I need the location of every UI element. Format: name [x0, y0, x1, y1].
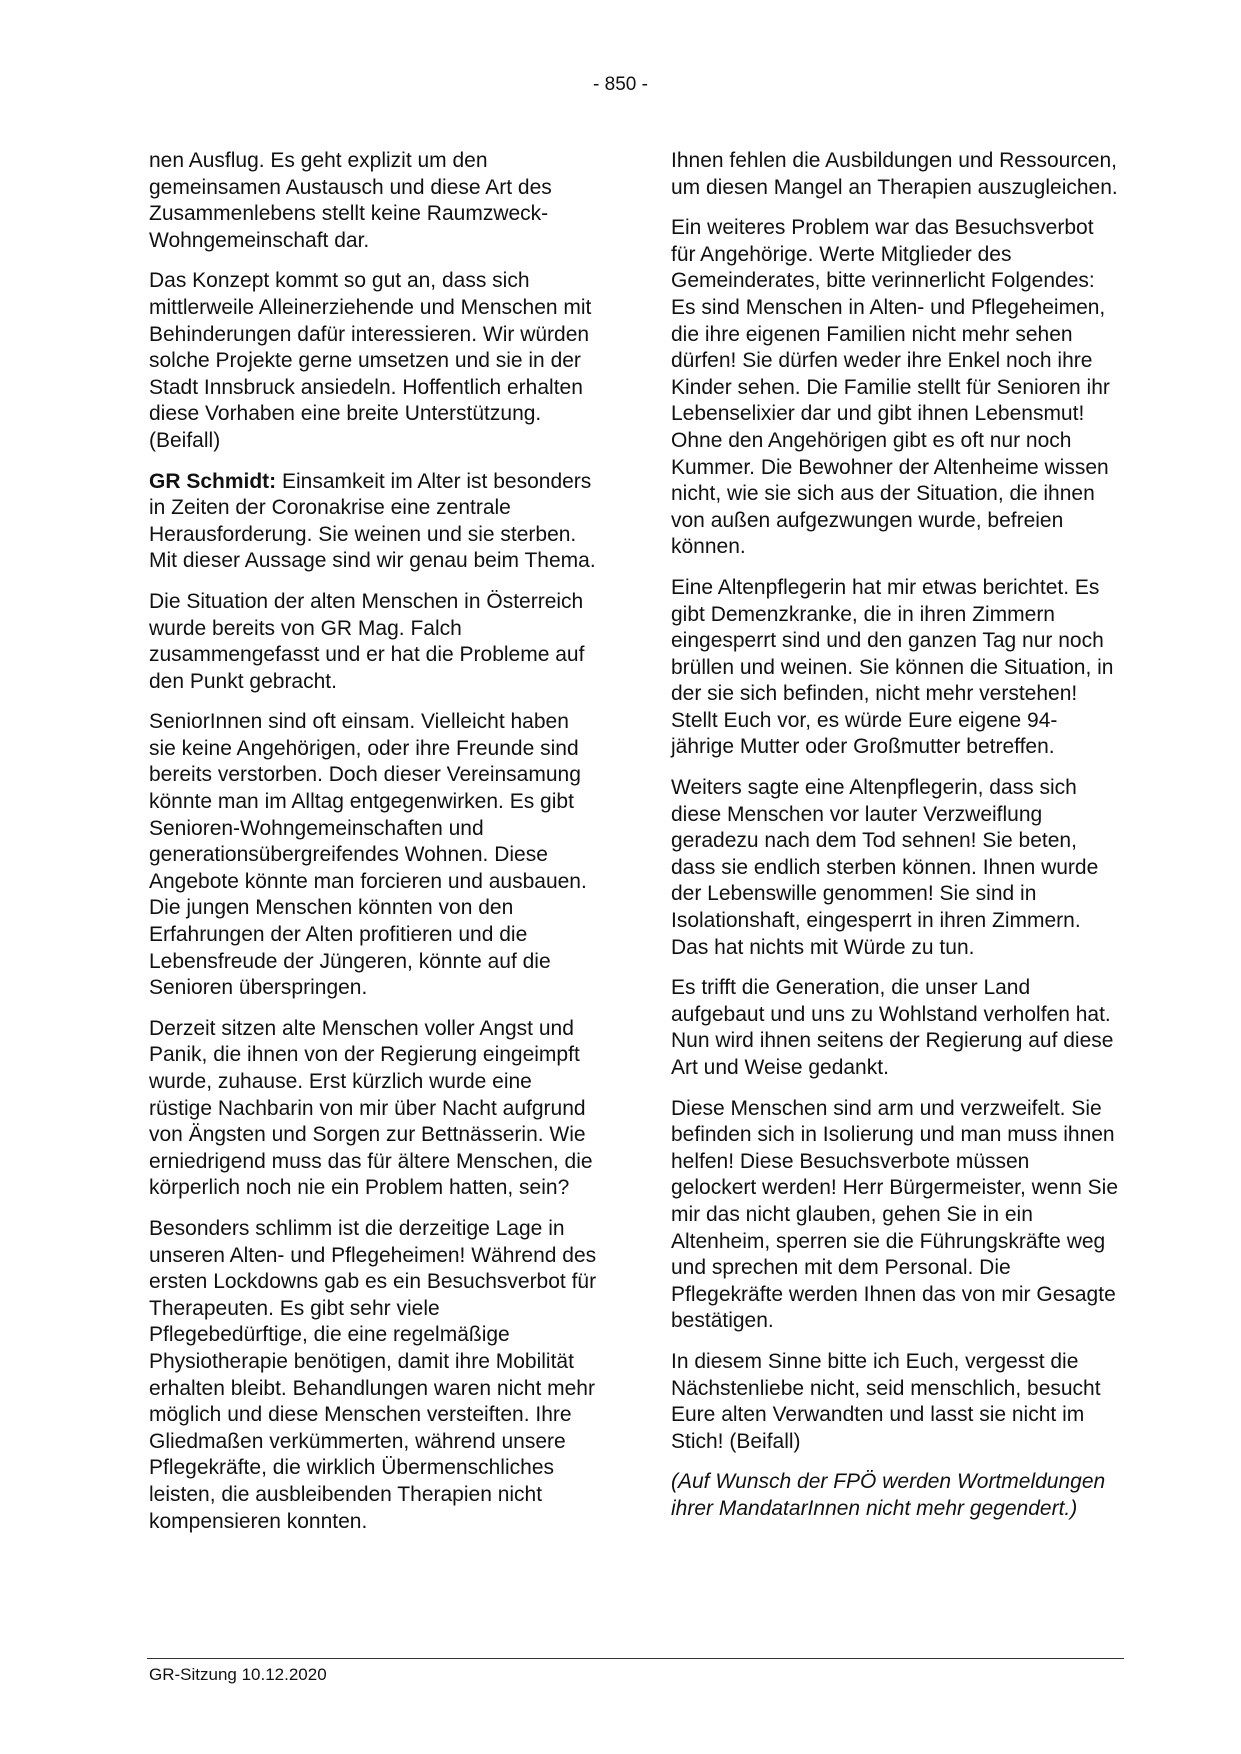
- paragraph: nen Ausflug. Es geht explizit um den gemeinsamen Austausch und diese Art des Zusammenlebens stellt keine Raumzweck-Wohngemeinschaft dar.: [149, 149, 552, 252]
- paragraph: Weiters sagte eine Altenpflegerin, dass sich diese Menschen vor lauter Verzweiflung geradezu nach dem Tod sehnen! Sie beten, dass sie endlich sterben können. Ihnen wurde der Lebenswille genommen! Sie sind in Isolationshaft, eingesperrt in ihren Zimmern. Das hat nichts mit Würde zu tun.: [671, 776, 1099, 959]
- paragraph: Eine Altenpflegerin hat mir etwas berichtet. Es gibt Demenzkranke, die in ihren Zimmern eingesperrt sind und den ganzen Tag nur noch brüllen und weinen. Sie können die Situation, in der sie sich befinden, nicht mehr verstehen! Stellt Euch vor, es würde Eure eigene 94-jährige Mutter oder Großmutter betreffen.: [671, 575, 1114, 759]
- speaker-name: GR Schmidt:: [149, 469, 277, 493]
- paragraph: Diese Menschen sind arm und verzweifelt. Sie befinden sich in Isolierung und man muss ihnen helfen! Diese Besuchsverbote müssen gelockert werden! Herr Bürgermeister, wenn Sie mir das nicht glauben, gehen Sie in ein Altenheim, sperren sie die Führungskräfte weg und sprechen mit dem Personal. Die Pflegekräfte werden Ihnen das von mir Gesagte bestätigen.: [671, 1096, 1119, 1333]
- paragraph: In diesem Sinne bitte ich Euch, vergesst die Nächstenliebe nicht, seid menschlich, besucht Eure alten Verwandten und lasst sie nicht im Stich! (Beifall): [671, 1349, 1101, 1453]
- paragraph: SeniorInnen sind oft einsam. Vielleicht haben sie keine Angehörigen, oder ihre Freunde sind bereits verstorben. Doch dieser Vereinsamung könnte man im Alltag entgegenwirken. Es gibt Senioren-Wohngemeinschaften und generationsübergreifendes Wohnen. Diese Angebote könnte man forcieren und ausbauen. Die jungen Menschen könnten von den Erfahrungen der Alten profitieren und die Lebensfreude der Jüngeren, könnte auf die Senioren überspringen.: [149, 710, 587, 1000]
- paragraph: Es trifft die Generation, die unser Land aufgebaut und uns zu Wohlstand verholfen hat. Nun wird ihnen seitens der Regierung auf diese Art und Weise gedankt.: [671, 976, 1114, 1079]
- left-column: [149, 148, 597, 1549]
- paragraph: [149, 469, 597, 575]
- footer-session-date: GR-Sitzung 10.12.2020: [149, 1665, 327, 1684]
- paragraph: Ihnen fehlen die Ausbildungen und Ressourcen, um diesen Mangel an Therapien auszugleichen.: [671, 149, 1118, 199]
- paragraph: Das Konzept kommt so gut an, dass sich mittlerweile Alleinerziehende und Menschen mit Behinderungen dafür interessieren. Wir würden solche Projekte gerne umsetzen und sie in der Stadt Innsbruck ansiedeln. Hoffentlich erhalten diese Vorhaben eine breite Unterstützung. (Beifall): [149, 269, 592, 452]
- speech-text: Einsamkeit im Alter ist besonders in Zeiten der Coronakrise eine zentrale Herausforderung. Sie weinen und sie sterben. Mit dieser Aussage sind wir genau beim Thema.: [149, 469, 596, 573]
- paragraph: Die Situation der alten Menschen in Österreich wurde bereits von GR Mag. Falch zusammengefasst und er hat die Probleme auf den Punkt gebracht.: [149, 589, 585, 693]
- paragraph: Derzeit sitzen alte Menschen voller Angst und Panik, die ihnen von der Regierung eingeimpft wurde, zuhause. Erst kürzlich wurde eine rüstige Nachbarin von mir über Nacht aufgrund von Ängsten und Sorgen zur Bettnässerin. Wie erniedrigend muss das für ältere Menschen, die körperlich noch nie ein Problem hatten, sein?: [149, 1016, 593, 1200]
- footer-divider: [147, 1658, 1124, 1659]
- paragraph: Besonders schlimm ist die derzeitige Lage in unseren Alten- und Pflegeheimen! Während des ersten Lockdowns gab es ein Besuchsverbot für Therapeuten. Es gibt sehr viele Pflegebedürftige, die eine regelmäßige Physiotherapie benötigen, damit ihre Mobilität erhalten bleibt. Behandlungen waren nicht mehr möglich und diese Menschen versteiften. Ihre Gliedmaßen verkümmerten, während unsere Pflegekräfte, die wirklich Übermenschliches leisten, die ausbleibenden Therapien nicht kompensieren konnten.: [149, 1216, 597, 1533]
- paragraph: Ein weiteres Problem war das Besuchsverbot für Angehörige. Werte Mitglieder des Gemeinderates, bitte verinnerlicht Folgendes: Es sind Menschen in Alten- und Pflegeheimen, die ihre eigenen Familien nicht mehr sehen dürfen! Sie dürfen weder ihre Enkel noch ihre Kinder sehen. Die Familie stellt für Senioren ihr Lebenselixier dar und gibt ihnen Lebensmut! Ohne den Angehörigen gibt es oft nur noch Kummer. Die Bewohner der Altenheime wissen nicht, wie sie sich aus der Situation, die ihnen von außen aufgezwungen wurde, befreien können.: [671, 216, 1110, 559]
- right-column: [671, 148, 1119, 1537]
- editorial-note: (Auf Wunsch der FPÖ werden Wortmeldungen ihrer MandatarInnen nicht mehr gegendert.): [671, 1470, 1106, 1520]
- page-number: - 850 -: [593, 74, 648, 95]
